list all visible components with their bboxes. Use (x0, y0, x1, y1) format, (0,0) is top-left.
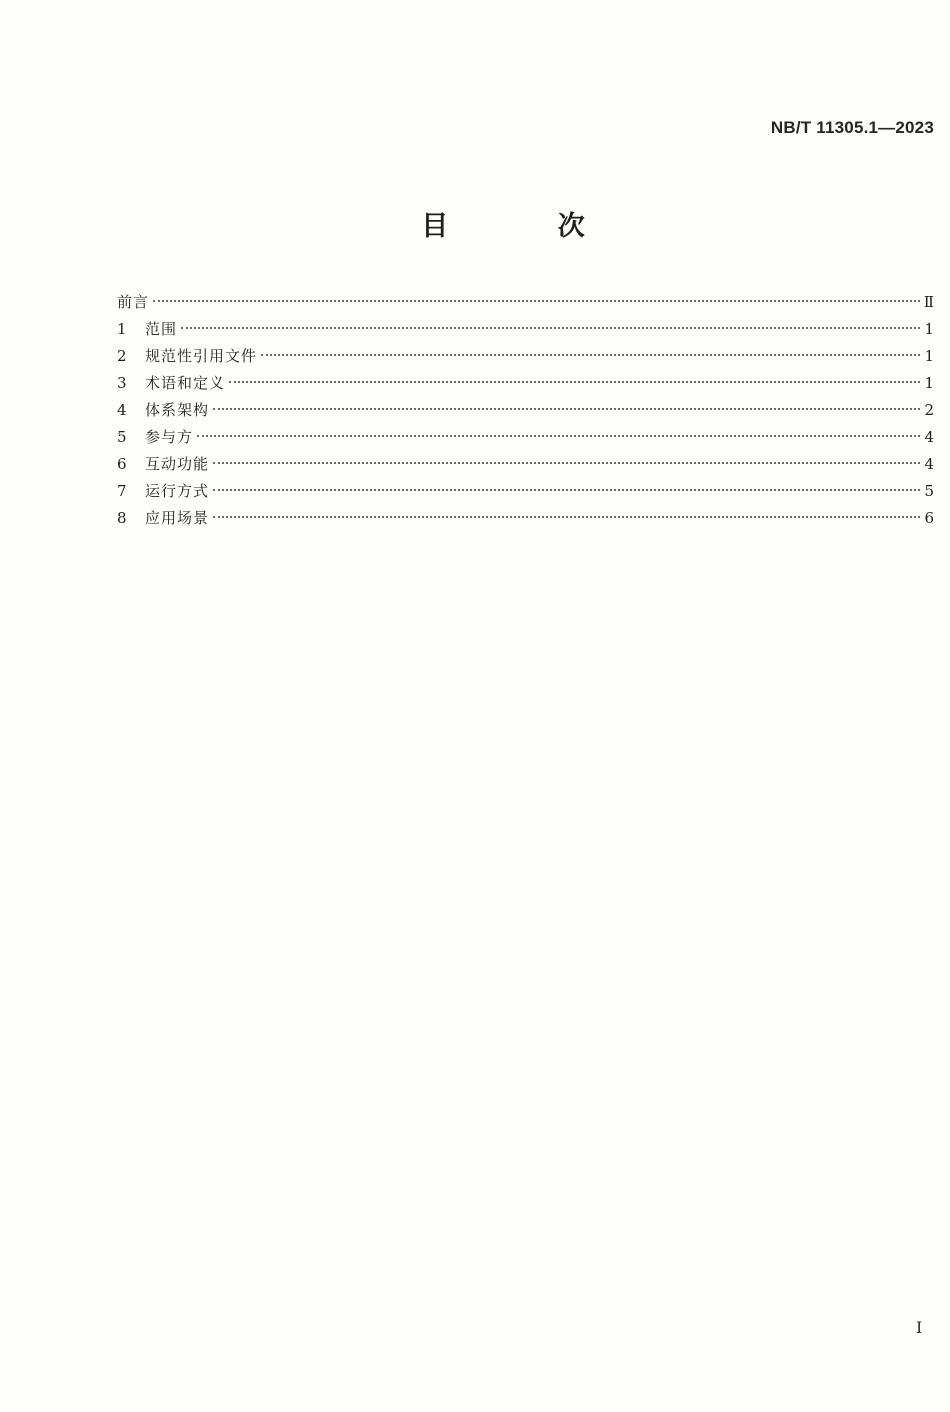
toc-leader-dots (213, 462, 920, 464)
toc-entry-number: 6 (117, 455, 127, 473)
toc-entry-label: 术语和定义 (145, 374, 226, 392)
toc-leader-dots (153, 300, 920, 302)
toc-entry-page: 1 (924, 320, 934, 338)
toc-entry-7[interactable] (117, 478, 934, 505)
toc-leader-dots (213, 489, 920, 491)
toc-entry-label: 规范性引用文件 (145, 347, 258, 365)
toc-leader-dots (213, 408, 920, 410)
toc-entry-8[interactable] (117, 505, 934, 532)
toc-leader-dots (197, 435, 920, 437)
toc-entry-page: 1 (924, 374, 934, 392)
toc-entry-page: 4 (924, 455, 934, 473)
toc-entry-number: 8 (117, 509, 127, 527)
toc-leader-dots (229, 381, 920, 383)
standard-code: NB/T 11305.1—2023 (770, 118, 934, 137)
toc-entry-3[interactable] (117, 370, 934, 397)
toc-leader-dots (213, 516, 920, 518)
toc-entry-page: 2 (924, 401, 934, 419)
toc-entry-5[interactable] (117, 424, 934, 451)
toc-entry-label: 应用场景 (145, 509, 210, 527)
toc-leader-dots (181, 327, 920, 329)
toc-entry-4[interactable] (117, 397, 934, 424)
toc-entry-label: 互动功能 (145, 455, 210, 473)
toc-entry-label: 前言 (117, 293, 150, 311)
footer-page-number: I (916, 1318, 923, 1337)
toc-entry-foreword[interactable] (117, 289, 934, 316)
toc-leader-dots (261, 354, 920, 356)
page-title: 目 次 (421, 211, 635, 242)
toc-entry-label: 运行方式 (145, 482, 210, 500)
toc-entry-label: 体系架构 (145, 401, 210, 419)
toc-entry-number: 1 (117, 320, 127, 338)
toc-entry-number: 4 (117, 401, 127, 419)
toc-entry-page: 6 (924, 509, 934, 527)
toc-entry-6[interactable] (117, 451, 934, 478)
toc-entry-1[interactable] (117, 316, 934, 343)
toc-entry-page: 4 (924, 428, 934, 446)
toc-entry-number: 7 (117, 482, 127, 500)
toc-entry-label: 范围 (145, 320, 178, 338)
toc-entry-number: 2 (117, 347, 127, 365)
toc-entry-page: Ⅱ (923, 293, 934, 311)
toc-entry-page: 1 (924, 347, 934, 365)
toc-entry-2[interactable] (117, 343, 934, 370)
toc-entry-number: 5 (117, 428, 127, 446)
toc-entry-page: 5 (924, 482, 934, 500)
toc-entry-label: 参与方 (145, 428, 194, 446)
table-of-contents (117, 289, 934, 532)
toc-entry-number: 3 (117, 374, 127, 392)
